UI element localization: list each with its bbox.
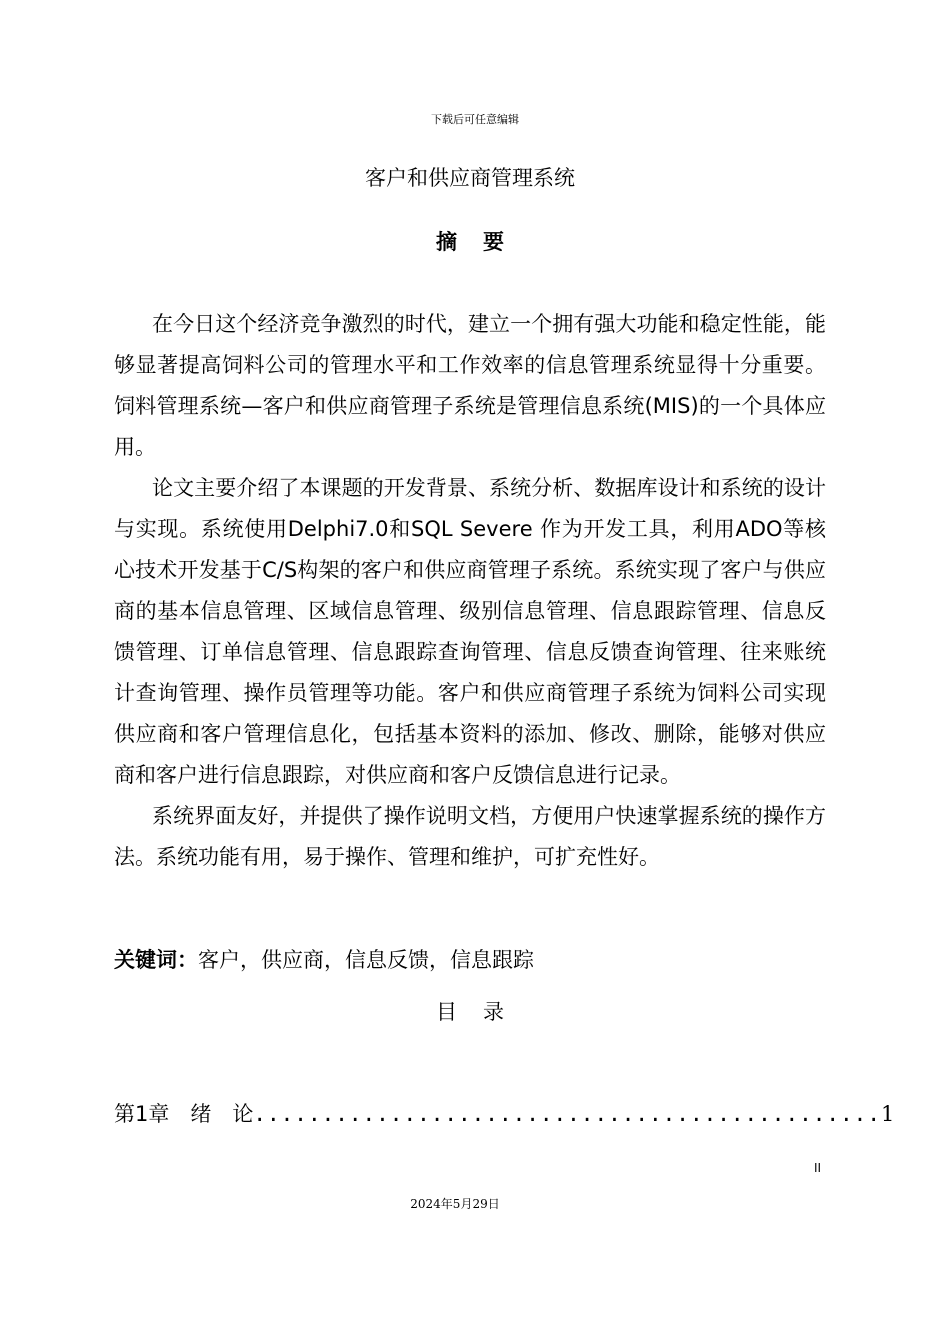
abstract-paragraph: 论文主要介绍了本课题的开发背景、系统分析、数据库设计和系统的设计与实现。系统使用Delphi7.0和SQL Severe 作为开发工具，利用ADO等核心技术开发基于C/S构架的客户和供应商管理子系统。系统实现了客户与供应商的基本信息管理、区域信息管理、级别信息管理、信息跟踪管理、信息反馈管理、订单信息管理、信息跟踪查询管理、信息反馈查询管理、往来账统计查询管理、操作员管理等功能。客户和供应商管理子系统为饲料公司实现供应商和客户管理信息化，包括基本资料的添加、修改、删除，能够对供应商和客户进行信息跟踪，对供应商和客户反馈信息进行记录。: [114, 476, 826, 787]
page-number: II: [814, 1161, 822, 1175]
header-note: 下载后可任意编辑: [431, 113, 519, 126]
toc-page-number: 1: [880, 1102, 895, 1126]
abstract-paragraph: 系统界面友好，并提供了操作说明文档，方便用户快速掌握系统的操作方法。系统功能有用，易于操作、管理和维护，可扩充性好。: [114, 804, 826, 869]
keywords-label: 关键词：: [114, 948, 198, 972]
toc-entry[interactable]: [114, 1098, 895, 1128]
toc-heading: 目录: [436, 1000, 530, 1024]
abstract-body: [114, 304, 826, 878]
toc-chapter-title: 第1章 绪 论: [114, 1102, 254, 1126]
toc-dot-leader: ..............................................: [253, 1102, 881, 1126]
keywords-line: [114, 944, 826, 974]
footer-date: 2024年5月29日: [410, 1197, 500, 1211]
abstract-paragraph: 在今日这个经济竞争激烈的时代，建立一个拥有强大功能和稳定性能，能够显著提高饲料公司的管理水平和工作效率的信息管理系统显得十分重要。饲料管理系统—客户和供应商管理子系统是管理信息系统(MIS)的一个具体应用。: [114, 312, 826, 459]
keywords-value: 客户，供应商，信息反馈，信息跟踪: [198, 948, 534, 972]
abstract-heading: 摘要: [436, 230, 530, 254]
system-title: 客户和供应商管理系统: [365, 166, 575, 190]
